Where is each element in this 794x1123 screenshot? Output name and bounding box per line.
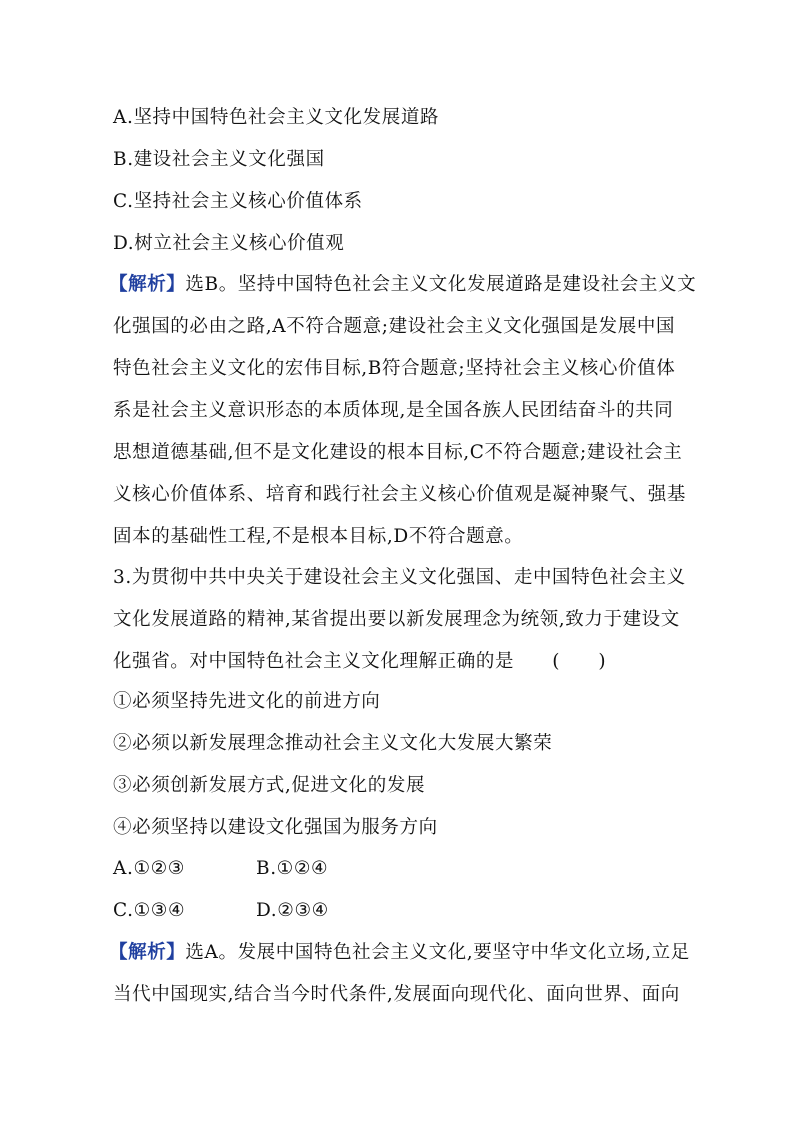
q3-stem-line-2: 文化发展道路的精神,某省提出要以新发展理念为统领,致力于建设文	[113, 609, 680, 630]
q3-analysis-line-1	[109, 941, 690, 965]
q3-stem-line-3: 化强省。对中国特色社会主义文化理解正确的是 ( )	[113, 651, 607, 672]
q3-analysis-line-2: 当代中国现实,结合当今时代条件,发展面向现代化、面向世界、面向	[113, 984, 680, 1005]
q3-statement-3: ③必须创新发展方式,促进文化的发展	[113, 775, 426, 796]
q3-analysis-text-1: 选A。发展中国特色社会主义文化,要坚守中华文化立场,立足	[185, 942, 690, 963]
q2-option-b: B.建设社会主义文化强国	[113, 149, 325, 170]
q2-option-c: C.坚持社会主义核心价值体系	[113, 191, 363, 212]
q3-choice-a: A.①②③	[113, 858, 185, 879]
q3-choice-c: C.①③④	[113, 900, 186, 921]
q3-choice-d: D.②③④	[256, 900, 329, 921]
q3-statement-1: ①必须坚持先进文化的前进方向	[113, 691, 381, 712]
q3-choices-row-2	[113, 899, 185, 923]
q2-analysis-line-3: 特色社会主义文化的宏伟目标,B符合题意;坚持社会主义核心价值体	[113, 358, 676, 379]
q2-analysis-tag: 【解析】	[109, 274, 186, 295]
q3-statement-2: ②必须以新发展理念推动社会主义文化大发展大繁荣	[113, 733, 553, 754]
q3-choices-row-1	[113, 857, 185, 881]
q2-option-a: A.坚持中国特色社会主义文化发展道路	[113, 107, 440, 128]
q2-analysis-line-5: 思想道德基础,但不是文化建设的根本目标,C不符合题意;建设社会主	[113, 442, 683, 463]
q2-analysis-line-1	[109, 273, 696, 297]
q2-analysis-text-1: 选B。坚持中国特色社会主义文化发展道路是建设社会主义文	[185, 274, 697, 295]
q3-analysis-tag: 【解析】	[109, 942, 186, 963]
q2-analysis-line-6: 义核心价值体系、培育和践行社会主义核心价值观是凝神聚气、强基	[113, 484, 687, 505]
q2-analysis-line-2: 化强国的必由之路,A不符合题意;建设社会主义文化强国是发展中国	[113, 316, 676, 337]
q3-statement-4: ④必须坚持以建设文化强国为服务方向	[113, 817, 438, 838]
q3-stem-line-1: 3.为贯彻中共中央关于建设社会主义文化强国、走中国特色社会主义	[113, 567, 686, 588]
q2-analysis-line-4: 系是社会主义意识形态的本质体现,是全国各族人民团结奋斗的共同	[113, 400, 674, 421]
q2-option-d: D.树立社会主义核心价值观	[113, 233, 345, 254]
q3-choice-b: B.①②④	[256, 858, 329, 879]
q2-analysis-line-7: 固本的基础性工程,不是根本目标,D不符合题意。	[113, 526, 524, 547]
